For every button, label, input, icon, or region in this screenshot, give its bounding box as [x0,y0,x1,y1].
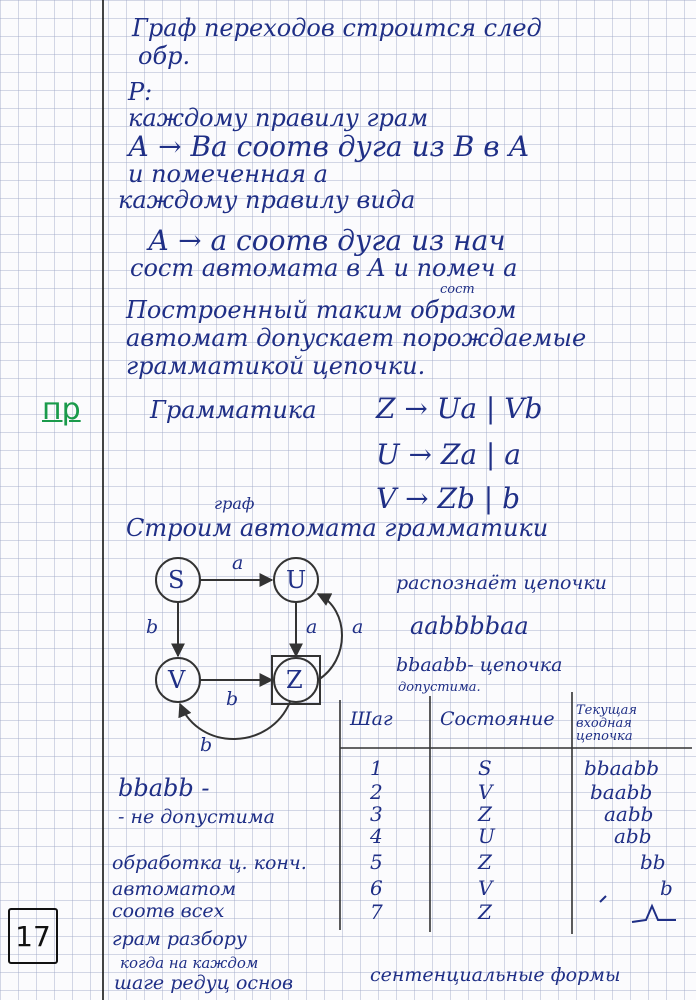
row-state: U [478,824,495,848]
note-line-7: каждому правилу вида [118,186,416,214]
row-step: 5 [370,850,383,874]
note-line-9-insert: сост [440,282,475,297]
construction-insert: граф [214,494,255,513]
bottom-line-4: автоматом [112,878,237,900]
construction-heading: Строим автомата грамматики [126,514,549,542]
node-v-label: V [168,666,186,694]
row-step: 3 [370,802,383,826]
note-line-8: А → а соотв дуга из нач [148,224,506,257]
table-header-step: Шаг [350,708,393,730]
edge-label-s-u: a [232,552,244,574]
bottom-line-5: соотв всех [112,900,225,922]
table-header-state: Состояние [440,708,555,730]
node-u-label: U [286,566,307,594]
bottom-line-6: грам разбору [112,928,247,950]
note-line-10: Построенный таким образом [126,296,517,324]
row-step: 7 [370,900,383,924]
table-header-chain: Текущая входная цепочка [576,703,638,744]
bottom-line-3: обработка ц. конч. [112,852,307,874]
bottom-line-7: когда на каждом [120,954,259,972]
recognition-line-3: bbaabb- цепочка [396,654,563,676]
bottom-line-8: шаге редуц основ [114,972,294,994]
row-step: 2 [370,780,383,804]
row-state: Z [478,900,492,924]
note-line-5: А → Ва соотв дуга из В в А [128,130,530,163]
row-state: Z [478,850,492,874]
note-line-2: обр. [138,42,191,70]
row-chain: bbaabb [584,756,660,780]
grammar-label: Грамматика [150,396,317,424]
row-state: V [478,780,493,804]
edge-label-z-v: b [200,734,213,756]
note-line-6: и помеченная а [128,160,328,188]
row-chain: aabb [604,802,654,826]
row-step: 6 [370,876,383,900]
note-line-12: грамматикой цепочки. [126,352,426,380]
recognition-line-4: допустима. [398,680,481,695]
note-line-4: каждому правилу грам [128,104,429,132]
grammar-rule-2: U → Za | a [376,438,521,471]
node-s-label: S [168,566,185,594]
row-chain: bb [640,850,666,874]
note-line-11: автомат допускает порождаемые [126,324,587,352]
edge-label-z-u: a [352,616,364,638]
row-step: 4 [370,824,383,848]
recognition-line-1: распознаёт цепочки [396,572,607,594]
edge-label-v-z: b [226,688,239,710]
note-line-1: Граф переходов строится след [132,14,542,42]
bottom-line-2: - не допустима [118,806,275,828]
bottom-line-9: сентенциальные формы [370,964,621,986]
node-z-label: Z [286,666,303,694]
recognition-line-2: aabbbbaa [410,612,529,640]
row-chain: abb [614,824,652,848]
bottom-line-1: bbabb - [118,774,210,802]
row-state: S [478,756,492,780]
page-number: 17 [8,908,58,964]
row-chain: baabb [590,780,653,804]
grammar-rule-3: V → Zb | b [376,482,521,515]
grammar-rule-1: Z → Ua | Vb [376,392,543,425]
row-chain: b [660,876,673,900]
row-state: V [478,876,493,900]
row-state: Z [478,802,492,826]
edge-label-u-z: a [306,616,318,638]
row-step: 1 [370,756,383,780]
edge-label-s-v: b [146,616,159,638]
note-line-3: Р: [128,78,153,106]
margin-mark-pr: пр [42,392,81,427]
note-line-9: сост автомата в А и помеч а [130,254,518,282]
